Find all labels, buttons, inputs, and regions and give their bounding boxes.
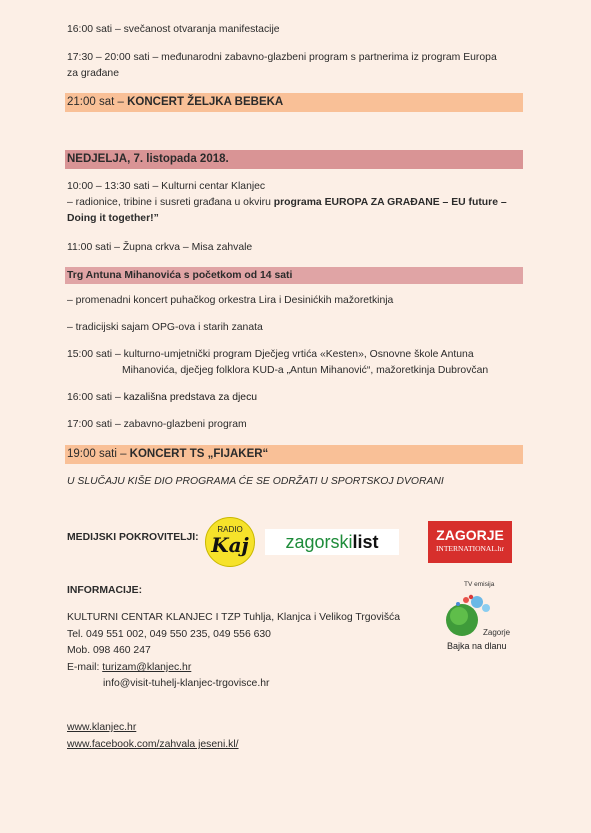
international-text: INTERNATIONAL.hr (435, 544, 505, 553)
kc-line2 (67, 195, 507, 211)
radio-kaj-main: Kaj (211, 533, 249, 557)
radio-kaj-logo (205, 517, 255, 567)
info-email2: info@visit-tuhelj-klanjec-trgovisce.hr (103, 678, 270, 689)
kisa-notice: U SLUČAJU KIŠE DIO PROGRAMA ĆE SE ODRŽATI U SPORTSKOJ DVORANI (67, 476, 444, 487)
tv-zagorje: Zagorje (483, 628, 511, 637)
radio-kaj-top: RADIO (217, 525, 243, 534)
trg-heading: Trg Antuna Mihanovića s početkom od 14 sati (67, 270, 293, 281)
info-email-row (67, 660, 191, 676)
kc-line1: 10:00 – 13:30 sati – Kulturni centar Klanjec (67, 181, 266, 192)
info-line1: KULTURNI CENTAR KLANJEC I TZP Tuhlja, Klanjca i Velikog Trgovišća (67, 612, 400, 623)
web-link-klanjec[interactable]: www.klanjec.hr (67, 722, 137, 733)
list-text: list (352, 532, 379, 552)
email-link-turizam[interactable]: turizam@klanjec.hr (102, 662, 192, 673)
info-tel: Tel. 049 551 002, 049 550 235, 049 556 630 (67, 629, 271, 640)
zagorje-international-logo (428, 521, 512, 563)
info-email-label: E-mail: (67, 662, 103, 673)
facebook-link[interactable]: www.facebook.com/zahvala jeseni.kl/ (67, 739, 239, 750)
kc-line3 (67, 211, 159, 227)
nedjelja-heading-text: NEDJELJA, 7. listopada 2018. (67, 153, 229, 165)
tv-bajka: Bajka na dlanu (447, 641, 507, 651)
info-label (67, 583, 142, 599)
tv-emisija-small: TV emisija (464, 581, 495, 588)
item-kulturno-line1: 15:00 sati – kulturno-umjetnički program Dječjeg vrtića «Kesten», Osnovne škole Antuna (67, 349, 474, 360)
web-row (67, 720, 136, 736)
misa-zahvale: 11:00 sati – Župna crkva – Misa zahvale (67, 242, 253, 253)
info-mob: Mob. 098 460 247 (67, 645, 151, 656)
koncert-fijaker-time: 19:00 sati – (67, 448, 130, 460)
kc-line2-b: programa EUROPA ZA GRAĐANE – EU future – (273, 197, 507, 208)
media-label-text: MEDIJSKI POKROVITELJI: (67, 532, 199, 543)
kc-line3-text: Doing it together!” (67, 213, 159, 224)
zagorski-list-logo (265, 529, 399, 555)
item-kazaliste-text: kazališna predstava za djecu (123, 392, 258, 403)
item-koncert-puhacki: – promenadni koncert puhačkog orkestra Lira i Desinićkih mažoretkinja (67, 295, 394, 306)
fb-row (67, 737, 239, 753)
zagorje-text: ZAGORJE (436, 527, 504, 543)
koncert-bebek-title: KONCERT ŽELJKA BEBEKA (127, 96, 284, 108)
event-medunarodni-line1: 17:30 – 20:00 sati – međunarodni zabavno-glazbeni program s partnerima iz program Europa (67, 52, 497, 63)
item-sajam: – tradicijski sajam OPG-ova i starih zanata (67, 322, 263, 333)
info-label-text: INFORMACIJE: (67, 585, 143, 596)
item-zabavno: 17:00 sati – zabavno-glazbeni program (67, 419, 247, 430)
koncert-bebek-bar (65, 93, 523, 112)
zagorski-text: zagorski (285, 532, 353, 552)
tv-emisija-logo (440, 580, 520, 660)
trg-heading-bar (65, 267, 523, 284)
item-kulturno-line2: Mihanovića, dječjeg folklora KUD-a „Antun Mihanović“, mažoretkinja Dubrovčan (122, 365, 489, 376)
event-medunarodni-line2: za građane (67, 68, 119, 79)
item-kazaliste (67, 390, 257, 406)
koncert-fijaker-title: KONCERT TS „FIJAKER“ (129, 448, 269, 460)
event-otvaranje: 16:00 sati – svečanost otvaranja manifestacije (67, 24, 280, 35)
koncert-fijaker-bar (65, 445, 523, 464)
koncert-bebek-time: 21:00 sat – (67, 96, 128, 108)
nedjelja-heading (65, 150, 523, 169)
kc-line2-a: – radionice, tribine i susreti građana u okviru (67, 197, 274, 208)
item-kazaliste-time: 16:00 sati – (67, 392, 124, 403)
media-label (67, 530, 199, 546)
